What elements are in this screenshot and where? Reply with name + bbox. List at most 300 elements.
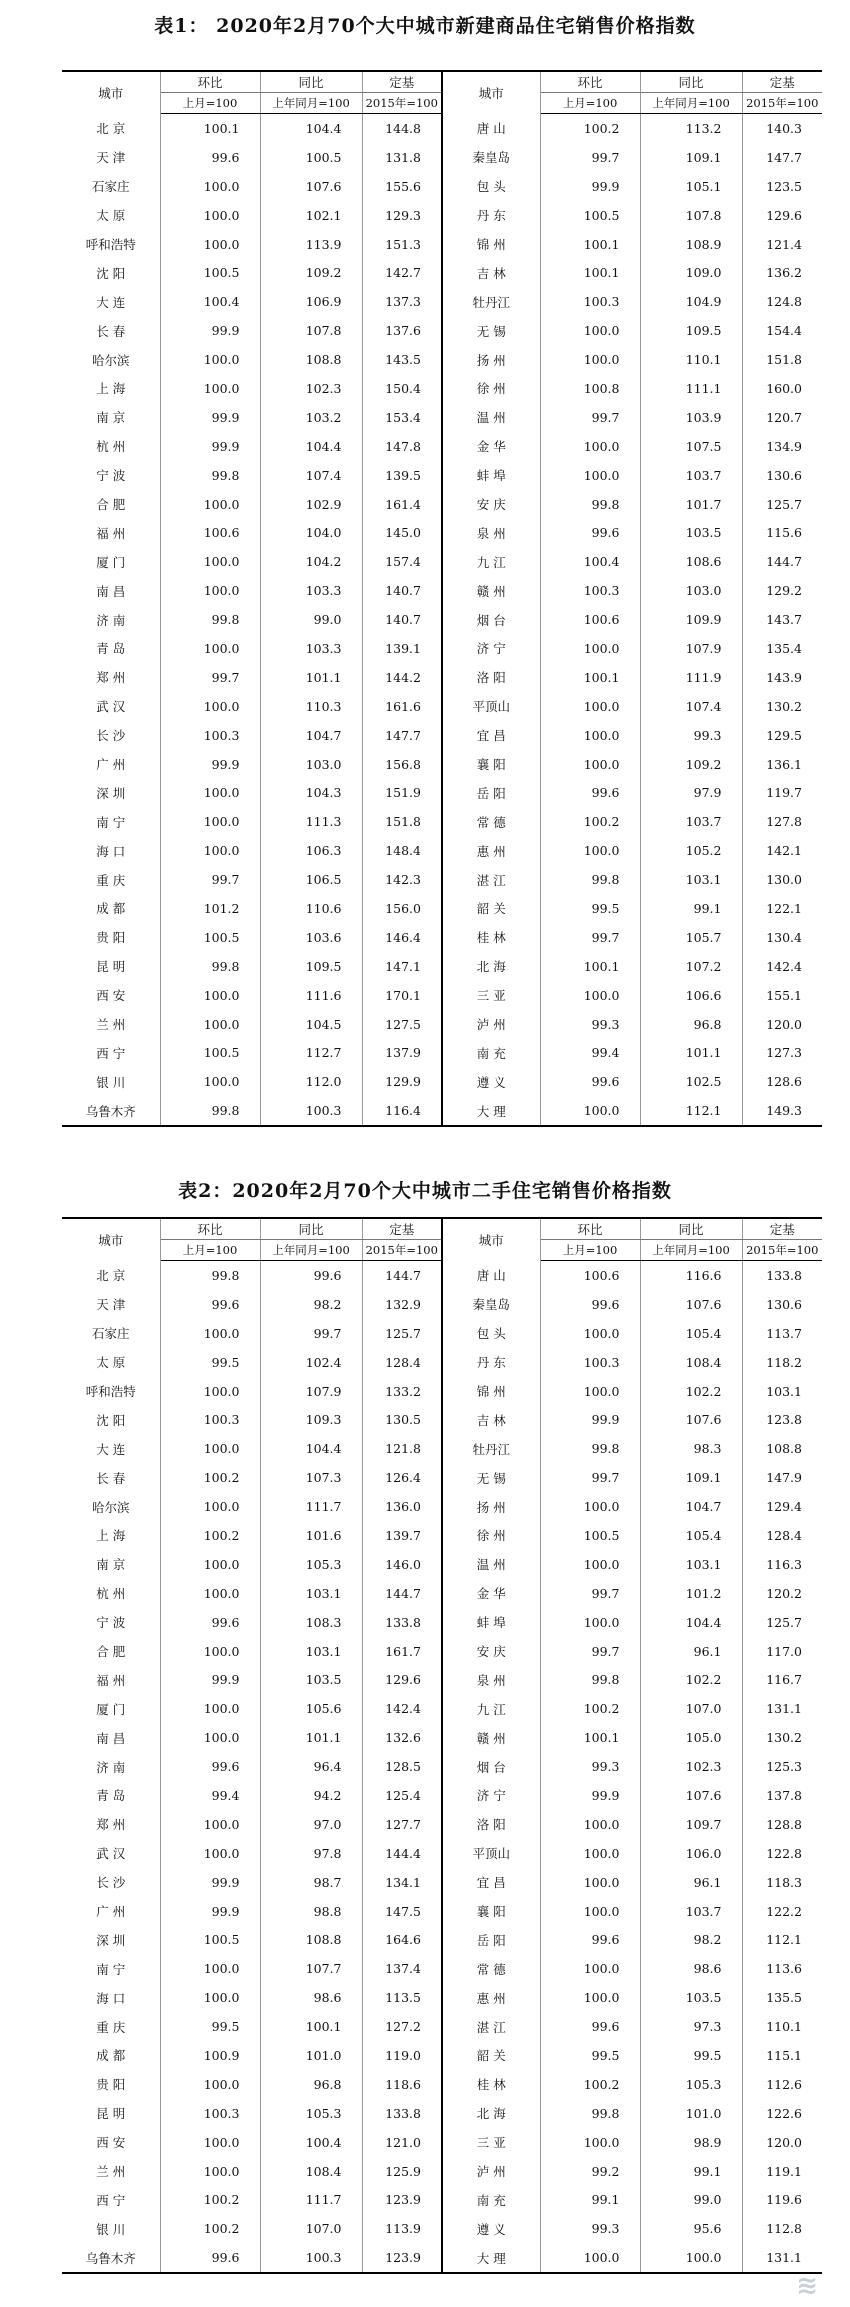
cell-city-left: 海 口 <box>62 836 160 865</box>
cell-city-left: 海 口 <box>62 1983 160 2012</box>
value-mom-right: 100.0 <box>540 1096 640 1126</box>
value-yoy-left: 99.7 <box>260 1319 362 1348</box>
table-row <box>62 1521 822 1550</box>
value-yoy-left: 103.1 <box>260 1579 362 1608</box>
value-mom-left: 100.0 <box>160 692 260 721</box>
value-mom-left: 100.0 <box>160 1637 260 1666</box>
value-yoy-right: 103.7 <box>640 807 742 836</box>
value-yoy-left: 102.3 <box>260 374 362 403</box>
value-yoy-right: 105.4 <box>640 1319 742 1348</box>
value-mom-left: 100.0 <box>160 634 260 663</box>
value-mom-left: 100.5 <box>160 258 260 287</box>
cell-city-right: 韶 关 <box>442 2041 540 2070</box>
table2-section <box>0 1165 850 2266</box>
value-yoy-left: 111.7 <box>260 2186 362 2215</box>
cell-city-left: 广 州 <box>62 750 160 779</box>
cell-city-left: 石家庄 <box>62 1319 160 1348</box>
value-base-right: 115.6 <box>766 525 802 541</box>
value-base-left: 139.7 <box>362 1521 442 1550</box>
cell-city-left: 呼和浩特 <box>62 230 160 259</box>
cell-city-left: 福 州 <box>62 518 160 547</box>
value-mom-right: 99.8 <box>540 1434 640 1463</box>
value-yoy-right: 106.0 <box>640 1839 742 1868</box>
value-base-left: 125.7 <box>362 1319 442 1348</box>
value-base-right: 147.7 <box>766 149 802 165</box>
value-base-left: 142.7 <box>362 258 442 287</box>
value-base-left: 123.9 <box>362 2243 442 2273</box>
table-row <box>62 2012 822 2041</box>
value-yoy-right: 107.5 <box>640 432 742 461</box>
value-mom-left: 100.0 <box>160 490 260 519</box>
cell-city-right: 徐 州 <box>442 374 540 403</box>
value-base-right: 129.6 <box>766 207 802 223</box>
value-mom-left: 100.3 <box>160 721 260 750</box>
table-row <box>62 1781 822 1810</box>
cell-city-left: 深 圳 <box>62 1925 160 1954</box>
value-yoy-right: 107.6 <box>640 1290 742 1319</box>
value-yoy-right: 107.6 <box>640 1781 742 1810</box>
value-mom-right: 100.0 <box>540 1492 640 1521</box>
cell-city-left: 西 宁 <box>62 2186 160 2215</box>
value-yoy-left: 98.6 <box>260 1983 362 2012</box>
value-yoy-left: 100.1 <box>260 2012 362 2041</box>
value-mom-left: 101.2 <box>160 894 260 923</box>
value-yoy-right: 109.0 <box>640 258 742 287</box>
value-base-left: 144.2 <box>362 663 442 692</box>
table-row <box>62 2243 822 2273</box>
header-yoy-right: 同比 <box>640 1218 742 1240</box>
value-mom-right: 100.5 <box>540 1521 640 1550</box>
value-base-right: 131.1 <box>766 1701 802 1717</box>
value-mom-right: 100.6 <box>540 605 640 634</box>
value-yoy-left: 99.0 <box>260 605 362 634</box>
cell-city-left: 昆 明 <box>62 952 160 981</box>
value-yoy-left: 96.8 <box>260 2070 362 2099</box>
value-yoy-right: 107.4 <box>640 692 742 721</box>
value-yoy-left: 98.2 <box>260 1290 362 1319</box>
value-mom-right: 99.4 <box>540 1039 640 1068</box>
value-yoy-right: 109.7 <box>640 1810 742 1839</box>
value-mom-left: 100.2 <box>160 1463 260 1492</box>
value-yoy-right: 109.9 <box>640 605 742 634</box>
value-yoy-right: 109.5 <box>640 316 742 345</box>
value-yoy-left: 101.6 <box>260 1521 362 1550</box>
cell-city-left: 郑 州 <box>62 1810 160 1839</box>
cell-city-right: 常 德 <box>442 807 540 836</box>
value-yoy-right: 103.1 <box>640 865 742 894</box>
value-base-right: 129.5 <box>766 727 802 743</box>
cell-city-right: 南 充 <box>442 1039 540 1068</box>
value-yoy-right: 101.7 <box>640 490 742 519</box>
value-base-right: 130.0 <box>766 872 802 888</box>
table-row <box>62 1897 822 1926</box>
value-base-left: 133.2 <box>362 1377 442 1406</box>
cell-city-right: 唐 山 <box>442 114 540 143</box>
value-yoy-right: 105.3 <box>640 2070 742 2099</box>
value-mom-right: 100.0 <box>540 345 640 374</box>
cell-city-left: 厦 门 <box>62 547 160 576</box>
value-base-left: 147.8 <box>362 432 442 461</box>
value-yoy-left: 105.6 <box>260 1694 362 1723</box>
value-mom-right: 100.0 <box>540 1319 640 1348</box>
cell-city-right: 秦皇岛 <box>442 143 540 172</box>
table-row <box>62 605 822 634</box>
cell-city-left: 济 南 <box>62 605 160 634</box>
cell-city-left: 武 汉 <box>62 692 160 721</box>
value-base-right: 140.3 <box>766 120 802 136</box>
value-base-right: 123.8 <box>766 1412 802 1428</box>
table-row <box>62 750 822 779</box>
value-yoy-left: 103.2 <box>260 403 362 432</box>
value-base-right: 112.1 <box>766 1932 802 1948</box>
table-row <box>62 2128 822 2157</box>
value-base-left: 143.5 <box>362 345 442 374</box>
value-mom-right: 100.0 <box>540 432 640 461</box>
table1-body <box>62 114 822 1127</box>
cell-city-right: 北 海 <box>442 952 540 981</box>
value-mom-left: 99.6 <box>160 1752 260 1781</box>
header-city-left: 城市 <box>62 1218 160 1261</box>
value-mom-left: 99.6 <box>160 1290 260 1319</box>
value-base-right: 143.7 <box>766 612 802 628</box>
table-row <box>62 201 822 230</box>
value-mom-right: 100.2 <box>540 1694 640 1723</box>
cell-city-left: 宁 波 <box>62 461 160 490</box>
value-yoy-right: 105.2 <box>640 836 742 865</box>
value-yoy-right: 102.5 <box>640 1067 742 1096</box>
value-base-left: 129.9 <box>362 1067 442 1096</box>
value-mom-left: 100.4 <box>160 287 260 316</box>
cell-city-left: 上 海 <box>62 1521 160 1550</box>
table-row <box>62 2157 822 2186</box>
value-yoy-left: 100.3 <box>260 1096 362 1126</box>
table1-title: 表1： 2020年2月70个大中城市新建商品住宅销售价格指数 <box>154 15 696 37</box>
value-yoy-left: 102.9 <box>260 490 362 519</box>
value-base-right: 143.9 <box>766 669 802 685</box>
value-base-right: 119.7 <box>766 785 802 801</box>
table-row <box>62 1839 822 1868</box>
cell-city-left: 沈 阳 <box>62 258 160 287</box>
cell-city-right: 遵 义 <box>442 1067 540 1096</box>
table-row <box>62 1039 822 1068</box>
value-base-right: 142.4 <box>766 958 802 974</box>
value-yoy-right: 96.8 <box>640 1010 742 1039</box>
cell-city-right: 九 江 <box>442 547 540 576</box>
value-base-left: 139.5 <box>362 461 442 490</box>
cell-city-left: 深 圳 <box>62 778 160 807</box>
value-yoy-right: 106.6 <box>640 981 742 1010</box>
table-row <box>62 1608 822 1637</box>
value-yoy-left: 111.6 <box>260 981 362 1010</box>
cell-city-left: 宁 波 <box>62 1608 160 1637</box>
value-mom-left: 100.0 <box>160 1983 260 2012</box>
value-yoy-left: 100.4 <box>260 2128 362 2157</box>
cell-city-left: 成 都 <box>62 2041 160 2070</box>
value-base-right: 135.4 <box>766 640 802 656</box>
value-mom-right: 100.1 <box>540 1723 640 1752</box>
value-yoy-left: 105.3 <box>260 2099 362 2128</box>
value-yoy-right: 104.9 <box>640 287 742 316</box>
value-base-left: 113.9 <box>362 2214 442 2243</box>
value-base-right: 130.2 <box>766 1730 802 1746</box>
cell-city-right: 襄 阳 <box>442 1897 540 1926</box>
value-yoy-right: 103.0 <box>640 576 742 605</box>
table-row <box>62 287 822 316</box>
value-base-right: 125.7 <box>766 1614 802 1630</box>
value-yoy-left: 109.3 <box>260 1405 362 1434</box>
value-base-left: 137.4 <box>362 1954 442 1983</box>
cell-city-right: 泸 州 <box>442 1010 540 1039</box>
value-base-right: 122.8 <box>766 1845 802 1861</box>
cell-city-left: 南 昌 <box>62 576 160 605</box>
cell-city-right: 扬 州 <box>442 1492 540 1521</box>
header-mom-right: 环比 <box>540 1218 640 1240</box>
value-base-left: 142.3 <box>362 865 442 894</box>
value-base-left: 164.6 <box>362 1925 442 1954</box>
table-row <box>62 1868 822 1897</box>
value-mom-left: 100.0 <box>160 345 260 374</box>
value-base-right: 127.8 <box>766 814 802 830</box>
value-mom-left: 100.2 <box>160 1521 260 1550</box>
cell-city-right: 三 亚 <box>442 2128 540 2157</box>
value-base-left: 133.8 <box>362 2099 442 2128</box>
cell-city-right: 温 州 <box>442 403 540 432</box>
value-yoy-left: 103.3 <box>260 634 362 663</box>
value-yoy-right: 99.1 <box>640 2157 742 2186</box>
cell-city-right: 洛 阳 <box>442 663 540 692</box>
value-mom-left: 100.0 <box>160 2128 260 2157</box>
value-base-left: 137.3 <box>362 287 442 316</box>
value-mom-right: 99.1 <box>540 2186 640 2215</box>
table-row <box>62 1723 822 1752</box>
cell-city-left: 南 昌 <box>62 1723 160 1752</box>
value-mom-right: 99.6 <box>540 1290 640 1319</box>
value-yoy-left: 103.6 <box>260 923 362 952</box>
value-mom-left: 99.9 <box>160 1665 260 1694</box>
value-yoy-left: 107.6 <box>260 172 362 201</box>
value-base-left: 137.9 <box>362 1039 442 1068</box>
table-row <box>62 432 822 461</box>
value-mom-left: 100.0 <box>160 1694 260 1723</box>
table-row <box>62 1579 822 1608</box>
value-yoy-right: 105.7 <box>640 923 742 952</box>
value-yoy-right: 116.6 <box>640 1261 742 1290</box>
value-yoy-right: 97.3 <box>640 2012 742 2041</box>
cell-city-left: 银 川 <box>62 1067 160 1096</box>
value-base-right: 130.6 <box>766 467 802 483</box>
value-mom-right: 100.0 <box>540 692 640 721</box>
value-base-left: 127.2 <box>362 2012 442 2041</box>
cell-city-right: 扬 州 <box>442 345 540 374</box>
value-mom-left: 100.2 <box>160 2214 260 2243</box>
cell-city-right: 包 头 <box>442 172 540 201</box>
value-base-left: 148.4 <box>362 836 442 865</box>
cell-city-left: 厦 门 <box>62 1694 160 1723</box>
value-base-right: 154.4 <box>766 323 802 339</box>
cell-city-left: 武 汉 <box>62 1839 160 1868</box>
value-base-right: 131.1 <box>742 2243 822 2273</box>
header-yoy-sub-right: 上年同月=100 <box>640 93 742 114</box>
value-mom-left: 99.6 <box>160 1608 260 1637</box>
cell-city-right: 九 江 <box>442 1694 540 1723</box>
value-mom-left: 100.0 <box>160 1839 260 1868</box>
value-base-left: 134.1 <box>362 1868 442 1897</box>
value-mom-right: 100.0 <box>540 1608 640 1637</box>
value-yoy-left: 111.3 <box>260 807 362 836</box>
value-yoy-right: 98.3 <box>640 1434 742 1463</box>
value-mom-right: 100.0 <box>540 461 640 490</box>
cell-city-left: 南 京 <box>62 1550 160 1579</box>
value-yoy-right: 110.1 <box>640 345 742 374</box>
value-base-right: 130.4 <box>766 929 802 945</box>
value-base-right: 116.7 <box>766 1672 802 1688</box>
table2 <box>62 1217 822 2274</box>
cell-city-left: 昆 明 <box>62 2099 160 2128</box>
cell-city-right: 泉 州 <box>442 518 540 547</box>
cell-city-left: 成 都 <box>62 894 160 923</box>
value-mom-left: 100.0 <box>160 1579 260 1608</box>
cell-city-left: 乌鲁木齐 <box>62 2243 160 2273</box>
value-mom-right: 99.7 <box>540 403 640 432</box>
header-mom-sub-left: 上月=100 <box>160 93 260 114</box>
cell-city-right: 无 锡 <box>442 1463 540 1492</box>
cell-city-right: 赣 州 <box>442 1723 540 1752</box>
cell-city-right: 金 华 <box>442 432 540 461</box>
value-yoy-right: 98.6 <box>640 1954 742 1983</box>
cell-city-left: 合 肥 <box>62 1637 160 1666</box>
table-row <box>62 1067 822 1096</box>
value-base-right: 122.1 <box>766 900 802 916</box>
table-row <box>62 547 822 576</box>
cell-city-right: 韶 关 <box>442 894 540 923</box>
value-mom-right: 100.0 <box>540 1550 640 1579</box>
cell-city-left: 杭 州 <box>62 432 160 461</box>
value-mom-left: 100.0 <box>160 547 260 576</box>
value-base-left: 121.8 <box>362 1434 442 1463</box>
value-mom-left: 100.0 <box>160 230 260 259</box>
table-row <box>62 2041 822 2070</box>
table-row <box>62 1096 822 1126</box>
value-base-right: 125.3 <box>766 1759 802 1775</box>
table2-body <box>62 1261 822 2274</box>
value-mom-left: 99.6 <box>160 2243 260 2273</box>
value-base-right: 136.2 <box>766 265 802 281</box>
value-yoy-left: 107.0 <box>260 2214 362 2243</box>
value-mom-right: 100.0 <box>540 1810 640 1839</box>
value-base-left: 140.7 <box>362 576 442 605</box>
value-yoy-left: 107.3 <box>260 1463 362 1492</box>
cell-city-right: 遵 义 <box>442 2214 540 2243</box>
header-city-right: 城市 <box>442 1218 540 1261</box>
cell-city-right: 牡丹江 <box>442 287 540 316</box>
table-row <box>62 143 822 172</box>
value-yoy-left: 106.5 <box>260 865 362 894</box>
table-row <box>62 1377 822 1406</box>
value-yoy-right: 95.6 <box>640 2214 742 2243</box>
value-mom-right: 100.0 <box>540 2128 640 2157</box>
value-base-left: 161.7 <box>362 1637 442 1666</box>
cell-city-right: 烟 台 <box>442 1752 540 1781</box>
value-mom-left: 99.4 <box>160 1781 260 1810</box>
cell-city-right: 无 锡 <box>442 316 540 345</box>
cell-city-left: 西 宁 <box>62 1039 160 1068</box>
value-mom-left: 99.9 <box>160 316 260 345</box>
cell-city-right: 桂 林 <box>442 2070 540 2099</box>
value-base-right: 112.6 <box>766 2076 802 2092</box>
value-mom-right: 100.0 <box>540 1839 640 1868</box>
value-base-right: 122.2 <box>766 1903 802 1919</box>
value-yoy-right: 102.2 <box>640 1377 742 1406</box>
value-mom-right: 99.3 <box>540 1752 640 1781</box>
cell-city-right: 蚌 埠 <box>442 1608 540 1637</box>
value-mom-left: 100.6 <box>160 518 260 547</box>
cell-city-left: 南 京 <box>62 403 160 432</box>
table-row <box>62 1319 822 1348</box>
value-base-left: 150.4 <box>362 374 442 403</box>
value-mom-right: 100.0 <box>540 1954 640 1983</box>
value-base-left: 144.7 <box>362 1261 442 1290</box>
value-yoy-left: 104.3 <box>260 778 362 807</box>
value-mom-right: 100.0 <box>540 1377 640 1406</box>
table-row <box>62 2186 822 2215</box>
value-yoy-left: 97.0 <box>260 1810 362 1839</box>
cell-city-right: 唐 山 <box>442 1261 540 1290</box>
cell-city-right: 湛 江 <box>442 865 540 894</box>
value-yoy-left: 101.0 <box>260 2041 362 2070</box>
value-yoy-left: 107.7 <box>260 1954 362 1983</box>
value-base-left: 145.0 <box>362 518 442 547</box>
cell-city-left: 兰 州 <box>62 2157 160 2186</box>
value-yoy-left: 108.4 <box>260 2157 362 2186</box>
value-yoy-left: 97.8 <box>260 1839 362 1868</box>
cell-city-left: 哈尔滨 <box>62 1492 160 1521</box>
value-yoy-right: 99.1 <box>640 894 742 923</box>
value-mom-right: 99.7 <box>540 923 640 952</box>
cell-city-left: 南 宁 <box>62 807 160 836</box>
table-row <box>62 894 822 923</box>
cell-city-left: 广 州 <box>62 1897 160 1926</box>
value-yoy-right: 107.6 <box>640 1405 742 1434</box>
value-mom-left: 100.0 <box>160 1377 260 1406</box>
value-mom-right: 100.3 <box>540 1348 640 1377</box>
cell-city-left: 上 海 <box>62 374 160 403</box>
table-row <box>62 1637 822 1666</box>
value-yoy-right: 101.1 <box>640 1039 742 1068</box>
value-yoy-left: 101.1 <box>260 1723 362 1752</box>
cell-city-left: 青 岛 <box>62 1781 160 1810</box>
cell-city-right: 大 理 <box>442 2243 540 2273</box>
value-mom-left: 100.3 <box>160 1405 260 1434</box>
value-mom-left: 100.0 <box>160 201 260 230</box>
cell-city-right: 洛 阳 <box>442 1810 540 1839</box>
value-mom-left: 100.0 <box>160 374 260 403</box>
value-base-right: 149.3 <box>742 1096 822 1126</box>
value-base-right: 113.7 <box>766 1325 802 1341</box>
cell-city-right: 牡丹江 <box>442 1434 540 1463</box>
value-base-right: 116.3 <box>766 1556 802 1572</box>
value-yoy-right: 108.9 <box>640 230 742 259</box>
table-row <box>62 1752 822 1781</box>
value-base-right: 151.8 <box>766 352 802 368</box>
header-base-sub-right: 2015年=100 <box>742 93 822 114</box>
value-mom-right: 99.8 <box>540 2099 640 2128</box>
value-yoy-left: 104.4 <box>260 114 362 143</box>
cell-city-left: 西 安 <box>62 2128 160 2157</box>
value-base-left: 153.4 <box>362 403 442 432</box>
value-base-right: 147.9 <box>766 1470 802 1486</box>
cell-city-left: 石家庄 <box>62 172 160 201</box>
value-base-right: 121.4 <box>766 236 802 252</box>
